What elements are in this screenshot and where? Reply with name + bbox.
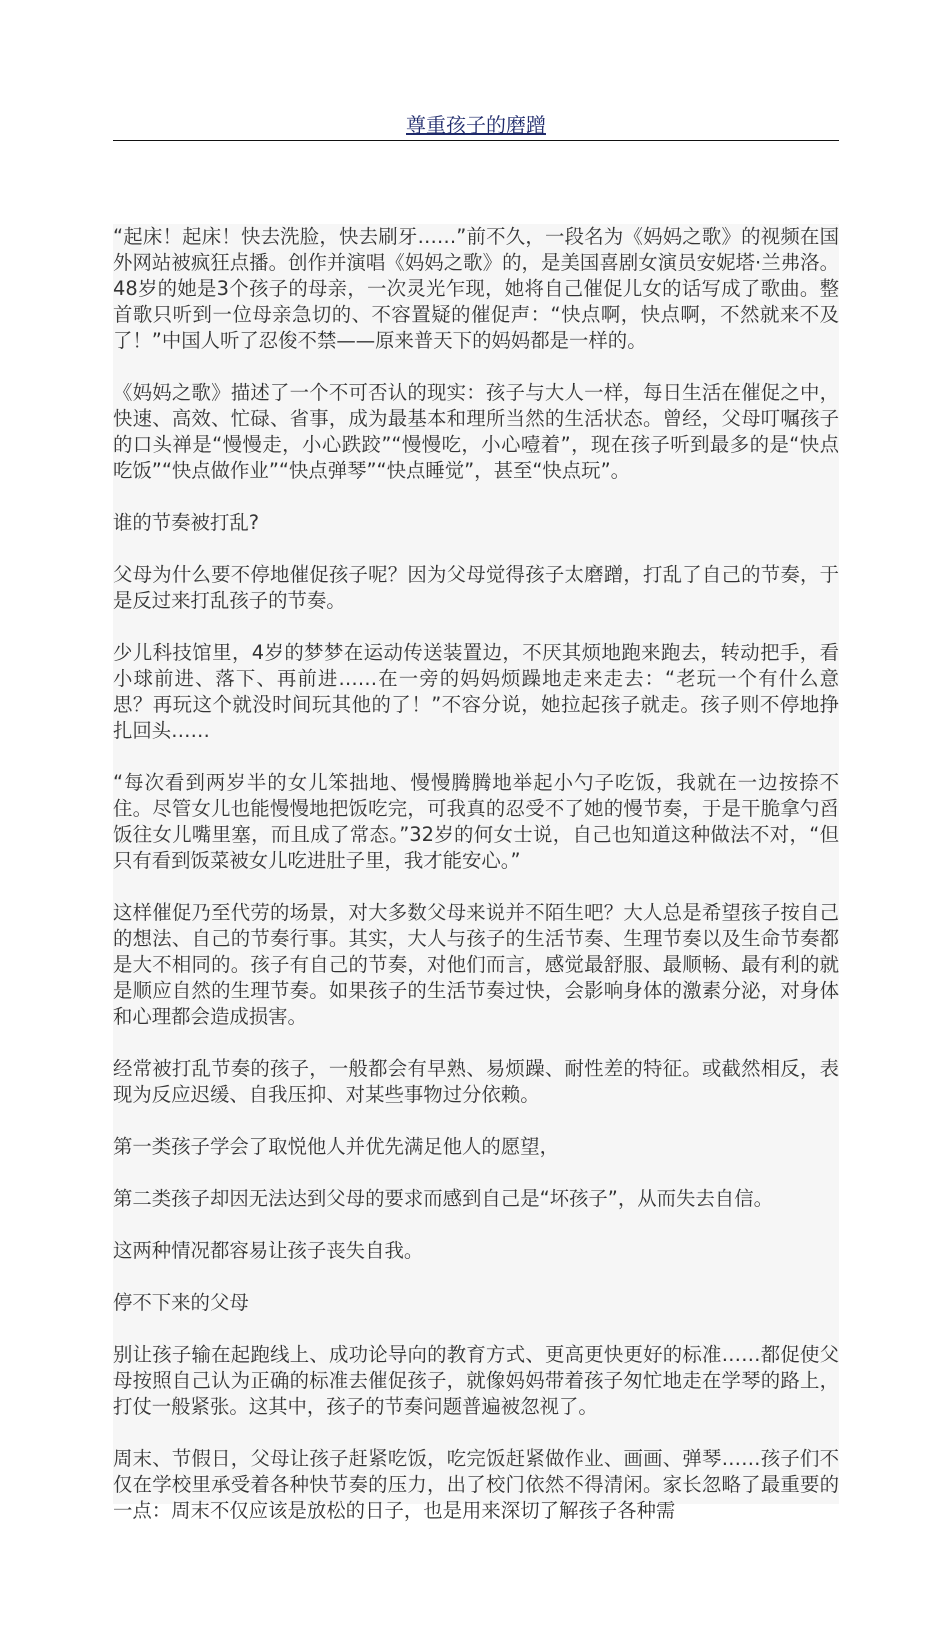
paragraph-lose-self: 这两种情况都容易让孩子丧失自我。 bbox=[113, 1239, 424, 1262]
paragraph-science-museum: 少儿科技馆里，4岁的梦梦在运动传送装置边，不厌其烦地跑来跑去，转动把手，看小球前进、落下、再前进……在一旁的妈妈烦躁地走来走去：“老玩一个有什么意思？再玩这个就没时间玩其他的了！”不容分说，她拉起孩子就走。孩子则不停地挣扎回头…… bbox=[113, 641, 839, 742]
section-heading-parents: 停不下来的父母 bbox=[113, 1291, 249, 1314]
paragraph-mrs-he: “每次看到两岁半的女儿笨拙地、慢慢腾腾地举起小勺子吃饭，我就在一边按捺不住。尽管女儿也能慢慢地把饭吃完，可我真的忍受不了她的慢节奏，于是干脆拿勺舀饭往女儿嘴里塞，而且成了常态。”32岁的何女士说，自己也知道这种做法不对，“但只有看到饭菜被女儿吃进肚子里，我才能安心。” bbox=[113, 771, 839, 872]
paragraph-weekends: 周末、节假日，父母让孩子赶紧吃饭，吃完饭赶紧做作业、画画、弹琴……孩子们不仅在学校里承受着各种快节奏的压力，出了校门依然不得清闲。家长忽略了最重要的一点：周末不仅应该是放松的日子，也是用来深切了解孩子各种需 bbox=[113, 1447, 839, 1522]
paragraph-disrupted-children: 经常被打乱节奏的孩子，一般都会有早熟、易烦躁、耐性差的特征。或截然相反，表现为反应迟缓、自我压抑、对某些事物过分依赖。 bbox=[113, 1057, 839, 1106]
paragraph-reality: 《妈妈之歌》描述了一个不可否认的现实：孩子与大人一样，每日生活在催促之中，快速、高效、忙碌、省事，成为最基本和理所当然的生活状态。曾经，父母叮嘱孩子的口头禅是“慢慢走，小心跌跤”“慢慢吃，小心噎着”，现在孩子听到最多的是“快点吃饭”“快点做作业”“快点弹琴”“快点睡觉”，甚至“快点玩”。 bbox=[113, 381, 839, 482]
paragraph-starting-line: 别让孩子输在起跑线上、成功论导向的教育方式、更高更快更好的标准……都促使父母按照自己认为正确的标准去催促孩子，就像妈妈带着孩子匆忙地走在学琴的路上，打仗一般紧张。这其中，孩子的节奏问题普遍被忽视了。 bbox=[113, 1343, 839, 1418]
document-title: 尊重孩子的磨蹭 bbox=[406, 113, 546, 137]
section-heading-rhythm: 谁的节奏被打乱? bbox=[113, 511, 260, 534]
paragraph-second-type: 第二类孩子却因无法达到父母的要求而感到自己是“坏孩子”，从而失去自信。 bbox=[113, 1187, 773, 1210]
paragraph-rhythm-difference: 这样催促乃至代劳的场景，对大多数父母来说并不陌生吧？大人总是希望孩子按自己的想法、自己的节奏行事。其实，大人与孩子的生活节奏、生理节奏以及生命节奏都是大不相同的。孩子有自己的节奏，对他们而言，感觉最舒服、最顺畅、最有利的就是顺应自然的生理节奏。如果孩子的生活节奏过快，会影响身体的激素分泌，对身体和心理都会造成损害。 bbox=[113, 901, 839, 1028]
paragraph-intro: “起床！起床！快去洗脸，快去刷牙……”前不久，一段名为《妈妈之歌》的视频在国外网站被疯狂点播。创作并演唱《妈妈之歌》的，是美国喜剧女演员安妮塔·兰弗洛。48岁的她是3个孩子的母亲，一次灵光乍现，她将自己催促儿女的话写成了歌曲。整首歌只听到一位母亲急切的、不容置疑的催促声：“快点啊，快点啊，不然就来不及了！”中国人听了忍俊不禁——原来普天下的妈妈都是一样的。 bbox=[113, 225, 839, 352]
paragraph-why-urge: 父母为什么要不停地催促孩子呢？因为父母觉得孩子太磨蹭，打乱了自己的节奏，于是反过来打乱孩子的节奏。 bbox=[113, 563, 839, 612]
paragraph-first-type: 第一类孩子学会了取悦他人并优先满足他人的愿望， bbox=[113, 1135, 559, 1158]
article-body bbox=[113, 224, 839, 1522]
title-bar bbox=[113, 112, 839, 141]
